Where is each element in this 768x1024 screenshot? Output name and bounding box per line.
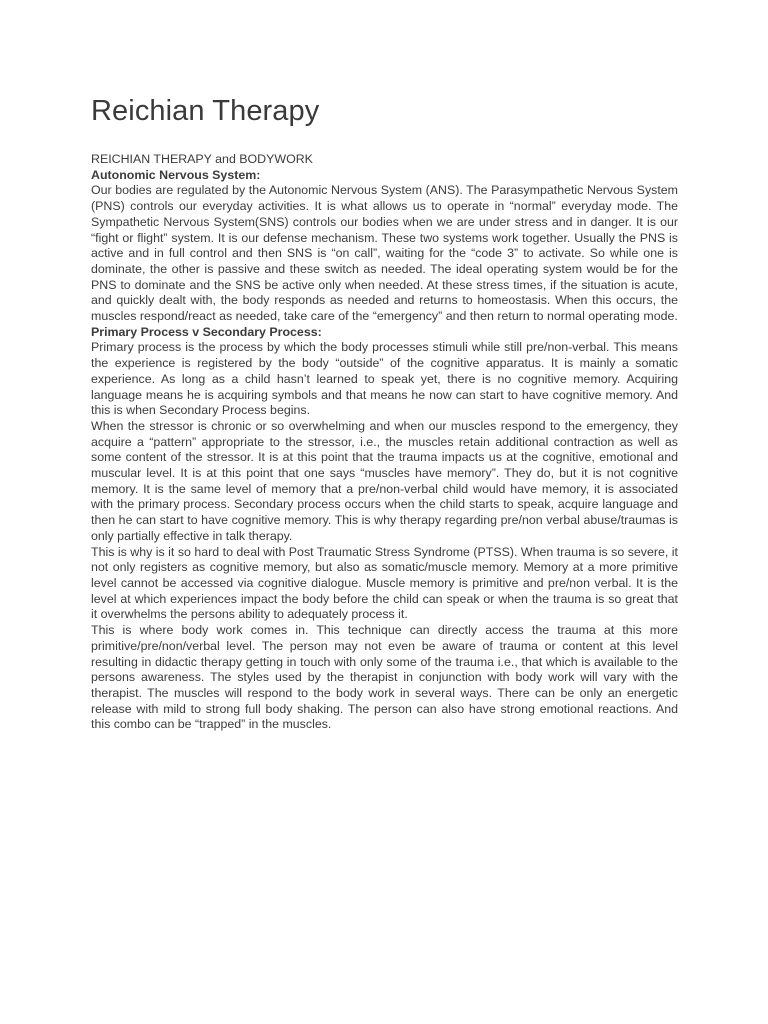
paragraph-ans: Our bodies are regulated by the Autonomic Nervous System (ANS). The Parasympathetic Nervous System (PNS) controls our everyday activities. It is what allows us to operate in “normal” everyday mode. The Sympathetic Nervous System(SNS) controls our bodies when we are under stress and in danger. It is our “fight or flight” system. It is our defense mechanism. These two systems work together. Usually the PNS is active and in full control and then SNS is “on call”, waiting for the “code 3” to activate. So while one is dominate, the other is passive and these switch as needed. The ideal operating system would be for the PNS to dominate and the SNS be active only when needed. At these stress times, if the situation is acute, and quickly dealt with, the body responds as needed and returns to homeostasis. When this occurs, the muscles respond/react as needed, take care of the “emergency” and then return to normal operating mode. (91, 183, 678, 324)
document-page (91, 93, 678, 733)
paragraph-body-work: This is where body work comes in. This technique can directly access the trauma at this more primitive/pre/non/verbal level. The person may not even be aware of trauma or content at this level resulting in didactic therapy getting in touch with only some of the trauma i.e., that which is available to the persons awareness. The styles used by the therapist in conjunction with body work will vary with the therapist. The muscles will respond to the body work in several ways. There can be only an energetic release with mild to strong full body shaking. The person can also have strong emotional reactions. And this combo can be “trapped” in the muscles. (91, 623, 678, 732)
document-lead: REICHIAN THERAPY and BODYWORK (91, 152, 313, 166)
document-title: Reichian Therapy (91, 95, 320, 127)
section-heading-process: Primary Process v Secondary Process: (91, 324, 322, 339)
paragraph-ptss: This is why is it so hard to deal with Post Traumatic Stress Syndrome (PTSS). When trauma is so severe, it not only registers as cognitive memory, but also as somatic/muscle memory. Memory at a more primitive level cannot be accessed via cognitive dialogue. Muscle memory is primitive and pre/non verbal. It is the level at which experiences impact the body before the child can speak or when the trauma is so great that it overwhelms the persons ability to adequately process it. (91, 544, 678, 622)
paragraph-primary-process: Primary process is the process by which the body processes stimuli while still pre/non-verbal. This means the experience is registered by the body “outside” of the cognitive apparatus. It is mainly a somatic experience. As long as a child hasn’t learned to speak yet, there is no cognitive memory. Acquiring language means he is acquiring symbols and that means he now can start to have cognitive memory. And this is when Secondary Process begins. (91, 340, 678, 418)
document-body (91, 152, 678, 733)
paragraph-chronic-stressor: When the stressor is chronic or so overwhelming and when our muscles respond to the emergency, they acquire a “pattern” appropriate to the stressor, i.e., the muscles retain additional contraction as well as some content of the stressor. It is at this point that the trauma impacts us at the cognitive, emotional and muscular level. It is at this point that one says “muscles have memory”. They do, but it is not cognitive memory. It is the same level of memory that a pre/non-verbal child would have memory, it is associated with the primary process. Secondary process occurs when the child starts to speak, acquire language and then he can start to have cognitive memory. This is why therapy regarding pre/non verbal abuse/traumas is only partially effective in talk therapy. (91, 418, 678, 543)
section-heading-ans: Autonomic Nervous System: (91, 167, 261, 182)
